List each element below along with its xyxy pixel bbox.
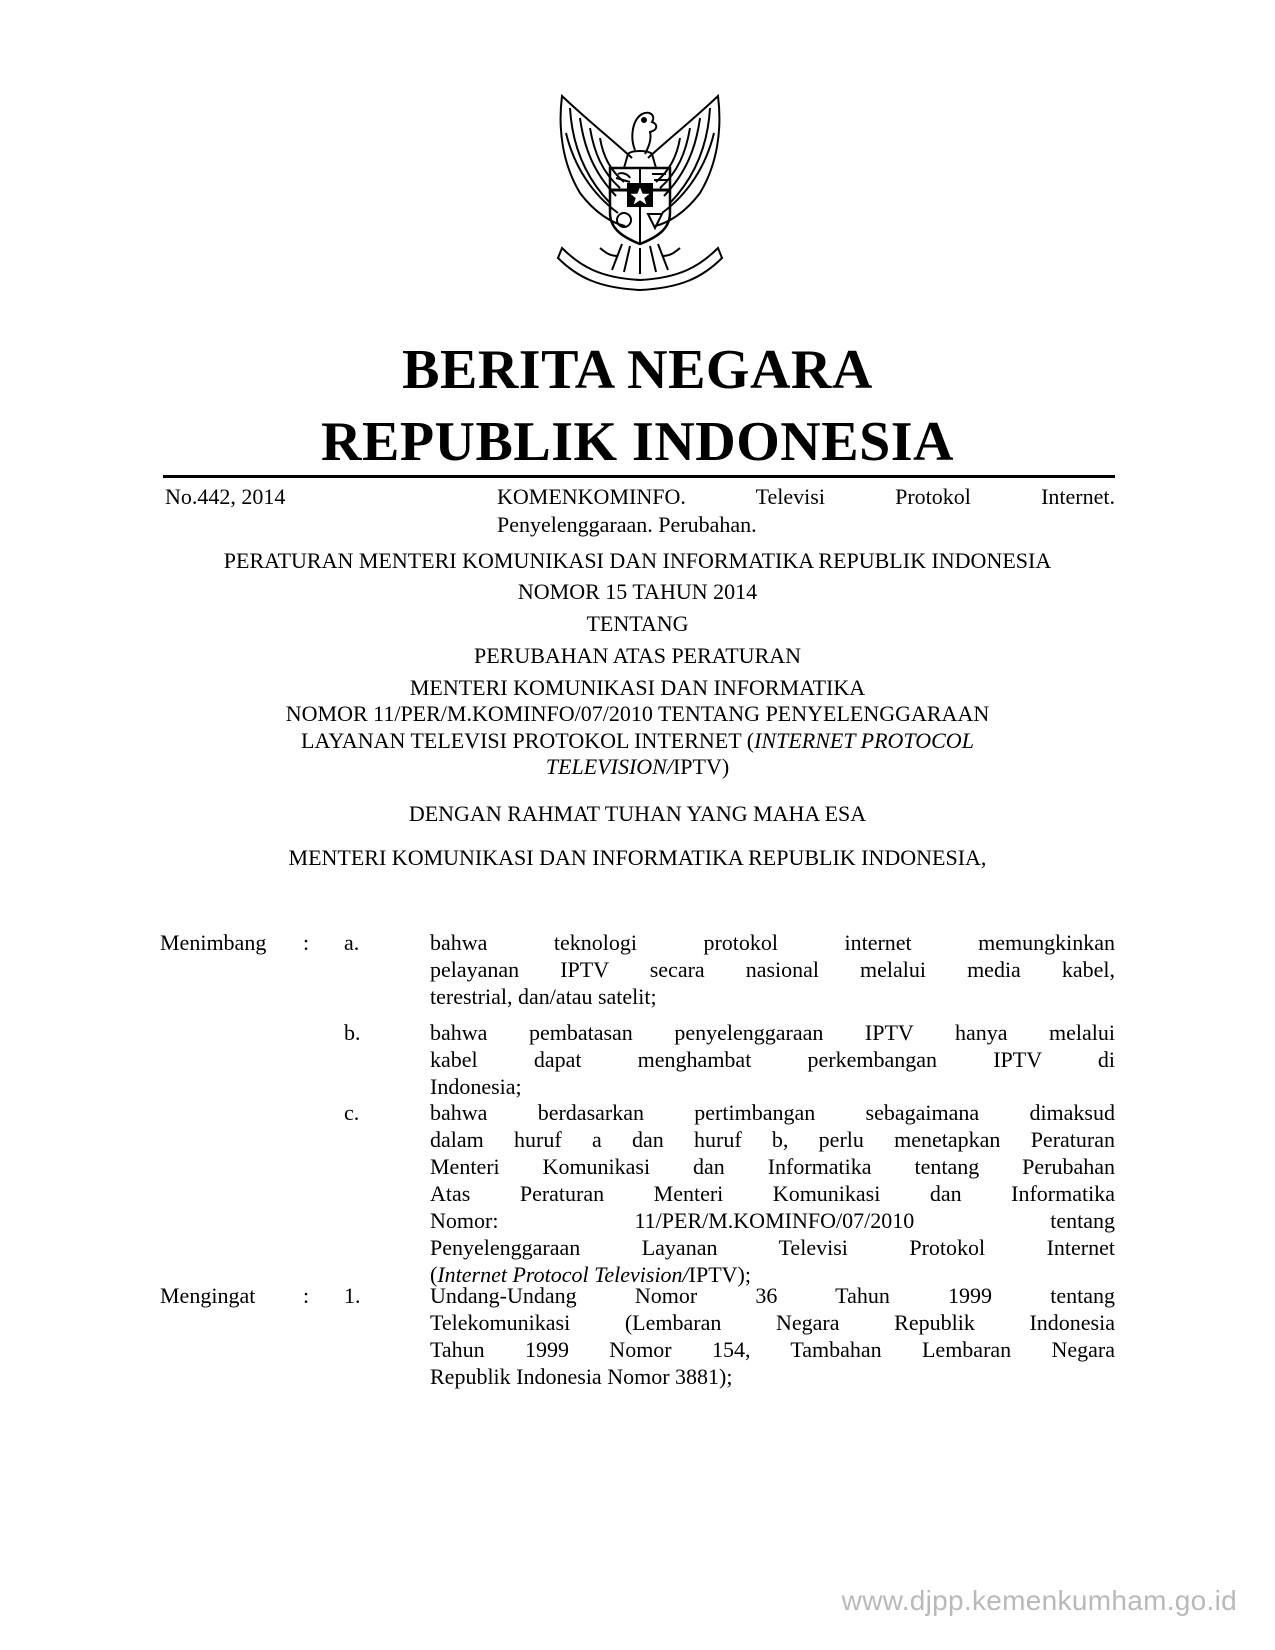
regulation-subject-line1: PERUBAHAN ATAS PERATURAN [473,643,802,668]
text-line: Atas Peraturan Menteri Komunikasi dan Informatika [430,1181,1115,1206]
watermark-url: www.djpp.kemenkumham.go.id [841,1585,1237,1616]
item-marker-c: c. [344,1100,360,1125]
text-line: Penyelenggaraan Layanan Televisi Protokol Internet [430,1235,1115,1260]
regulation-tentang: TENTANG [586,611,689,636]
text-line: Nomor: 11/PER/M.KOMINFO/07/2010 tentang [430,1208,1115,1233]
menimbang-item-a [430,929,1115,1010]
text-line: Menteri Komunikasi dan Informatika tentang Perubahan [430,1154,1115,1179]
text-line: bahwa teknologi protokol internet memungkinkan [430,930,1115,955]
page-title-line1: BERITA NEGARA [402,339,873,401]
text-line: bahwa berdasarkan pertimbangan sebagaimana dimaksud [430,1100,1115,1125]
page-title-line2: REPUBLIK INDONESIA [321,411,954,473]
regulation-title-line1: PERATURAN MENTERI KOMUNIKASI DAN INFORMATIKA REPUBLIK INDONESIA [223,548,1052,573]
gazette-subject-line1: KOMENKOMINFO. Televisi Protokol Internet. [497,484,1115,509]
mengingat-colon: : [303,1283,310,1308]
gazette-number: No.442, 2014 [165,484,286,509]
regulation-subject-line3: NOMOR 11/PER/M.KOMINFO/07/2010 TENTANG PENYELENGGARAAN [285,701,990,726]
text-line: Republik Indonesia Nomor 3881); [430,1364,733,1389]
text-line: Undang-Undang Nomor 36 Tahun 1999 tentang [430,1283,1115,1308]
regulation-subject-line5: TELEVISION/IPTV) [545,754,730,779]
item-marker-1: 1. [344,1283,361,1308]
text-line: terestrial, dan/atau satelit; [430,984,657,1009]
menimbang-colon: : [303,930,310,955]
text-line: dalam huruf a dan huruf b, perlu menetapkan Peraturan [430,1127,1115,1152]
text-line: (Internet Protocol Television/IPTV); [430,1262,751,1287]
item-marker-a: a. [344,930,360,955]
blessing-line: DENGAN RAHMAT TUHAN YANG MAHA ESA [408,801,867,826]
text-line: bahwa pembatasan penyelenggaraan IPTV hanya melalui [430,1020,1115,1045]
gazette-subject-line2: Penyelenggaraan. Perubahan. [497,512,757,537]
menimbang-label: Menimbang [160,930,267,955]
text-line: kabel dapat menghambat perkembangan IPTV di [430,1047,1115,1072]
menimbang-item-b [430,1019,1115,1100]
regulation-number: NOMOR 15 TAHUN 2014 [517,579,758,604]
header-divider [163,475,1115,478]
garuda-pancasila-emblem-icon [540,88,740,293]
mengingat-label: Mengingat [160,1283,256,1308]
text-line: Tahun 1999 Nomor 154, Tambahan Lembaran Negara [430,1337,1115,1362]
text-line: Indonesia; [430,1074,522,1099]
mengingat-item-1 [430,1282,1115,1390]
item-marker-b: b. [344,1020,361,1045]
text-line: Telekomunikasi (Lembaran Negara Republik Indonesia [430,1310,1115,1335]
text-line: pelayanan IPTV secara nasional melalui media kabel, [430,957,1115,982]
minister-line: MENTERI KOMUNIKASI DAN INFORMATIKA REPUBLIK INDONESIA, [288,845,987,870]
regulation-subject-line2: MENTERI KOMUNIKASI DAN INFORMATIKA [409,675,866,700]
regulation-subject-line4: LAYANAN TELEVISI PROTOKOL INTERNET (INTERNET PROTOCOL [301,728,974,753]
menimbang-item-c [430,1099,1115,1288]
